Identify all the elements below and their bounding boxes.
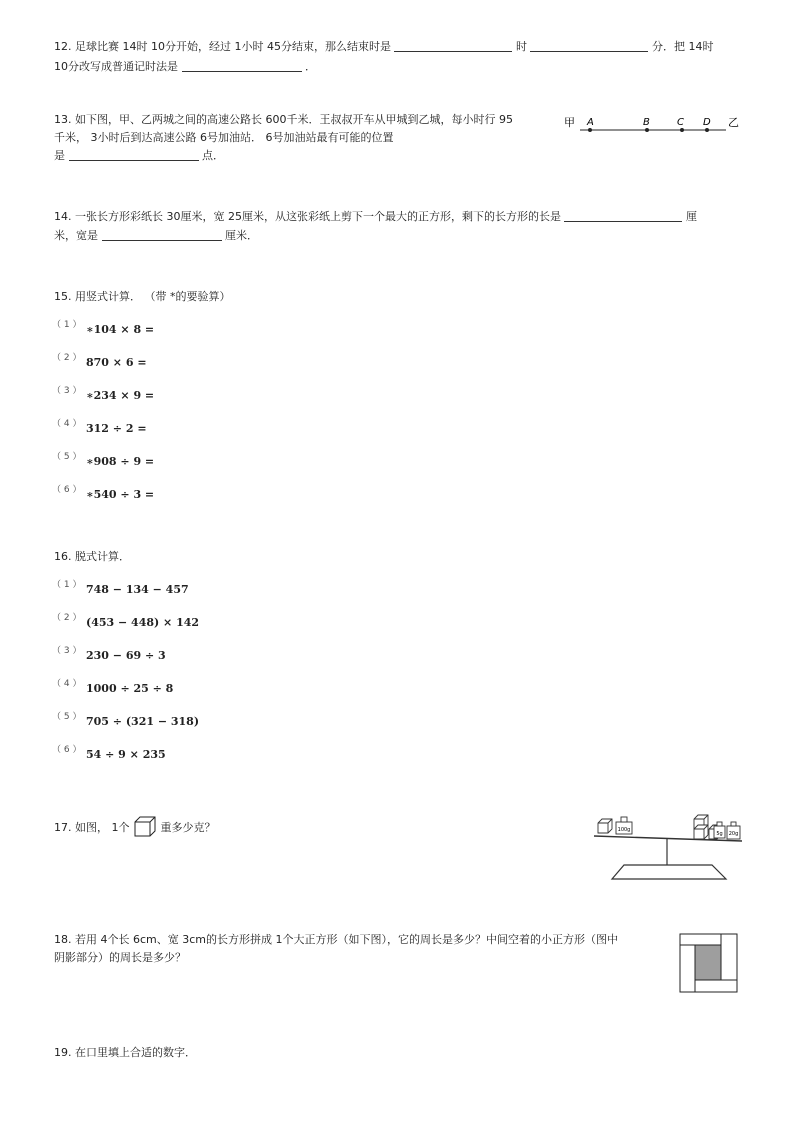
right-weight-label-2: 20g — [728, 831, 739, 837]
q13-text-a: 是 — [54, 149, 65, 162]
q12-blank-time[interactable] — [182, 61, 302, 72]
right-weight-icon-1 — [714, 822, 725, 838]
q15-item-2-expr: 870 × 6 = — [86, 356, 147, 369]
q15-item-4-num: （ 4 ） — [52, 419, 82, 429]
point-d-dot — [705, 128, 709, 132]
right-weight-icon-2 — [727, 822, 740, 839]
point-b-label: B — [643, 117, 650, 128]
q16-item-4-num: （ 4 ） — [52, 679, 82, 689]
q16-item-2-expr: (453 − 448) × 142 — [86, 616, 200, 629]
left-weight-label: 100g — [617, 827, 631, 833]
q16-item-6-expr: 54 ÷ 9 × 235 — [86, 748, 166, 761]
q12-text-d: 10分改写成普通记时法是 — [54, 60, 178, 73]
q17-question — [54, 815, 216, 837]
q16-item-5-expr: 705 ÷ (321 − 318) — [86, 715, 200, 728]
point-b-dot — [645, 128, 649, 132]
q16-item-1-num: （ 1 ） — [52, 580, 82, 590]
q14-text-b: 厘 — [685, 210, 697, 223]
q12-blank-hour[interactable] — [394, 41, 512, 52]
q15-item-2-num: （ 2 ） — [52, 353, 82, 363]
q15-item-5-num: （ 5 ） — [52, 452, 82, 462]
q15-item-1-expr: ∗104 × 8 = — [86, 323, 155, 336]
right-cube-icon-2 — [694, 825, 708, 839]
point-c-label: C — [677, 117, 684, 128]
point-a-label: A — [587, 117, 594, 128]
left-weight-icon — [616, 817, 632, 834]
q12-text-b: 时 — [515, 40, 527, 53]
point-d-label: D — [703, 117, 711, 128]
q14-text-d: 厘米． — [225, 229, 258, 242]
q13-road-diagram — [562, 110, 742, 140]
q14-blank-width[interactable] — [102, 230, 222, 241]
q17-text-b: 重多少克？ — [160, 821, 216, 834]
q12-text-c: 分．把 14时 — [651, 40, 714, 53]
q16-item-6-num: （ 6 ） — [52, 745, 82, 755]
q15-item-3-num: （ 3 ） — [52, 386, 82, 396]
q14-line1 — [54, 210, 697, 224]
point-a-dot — [588, 128, 592, 132]
q13-text-b: 点． — [202, 149, 224, 162]
q13-line2: 千米， 3小时后到达高速公路 6号加油站． 6号加油站最有可能的位置 — [54, 131, 394, 144]
left-cube-icon — [598, 819, 612, 833]
q14-line2 — [54, 229, 258, 243]
q16-item-3-expr: 230 − 69 ÷ 3 — [86, 649, 166, 662]
q15-item-6-num: （ 6 ） — [52, 485, 82, 495]
q16-item-3-num: （ 3 ） — [52, 646, 82, 656]
q14-text-c: 米，宽是 — [54, 229, 98, 242]
q13-line3 — [54, 149, 224, 163]
q19-title: 19. 在口里填上合适的数字． — [54, 1046, 196, 1059]
q15-item-4-expr: 312 ÷ 2 = — [86, 422, 147, 435]
q15-item-3-expr: ∗234 × 9 = — [86, 389, 155, 402]
q14-blank-length[interactable] — [564, 211, 682, 222]
q16-item-1-expr: 748 − 134 − 457 — [86, 583, 189, 596]
shaded-small-square — [695, 945, 721, 980]
q12-blank-minute[interactable] — [530, 41, 648, 52]
q18-line1: 18. 若用 4个长 6cm、宽 3cm的长方形拼成 1个大正方形（如下图），它的周长是多少？中间空着的小正方形（图中 — [54, 933, 618, 946]
square-rectangles-figure — [679, 933, 739, 995]
right-weight-label-1: 5g — [716, 831, 723, 837]
q15-item-1-num: （ 1 ） — [52, 320, 82, 330]
q13-line1: 13. 如下图，甲、乙两城之间的高速公路长 600千米．王叔叔开车从甲城到乙城，每小时行 95 — [54, 113, 513, 126]
q16-item-5-num: （ 5 ） — [52, 712, 82, 722]
q14-text-a: 14. 一张长方形彩纸长 30厘米，宽 25厘米，从这张彩纸上剪下一个最大的正方形，剩下的长方形的长是 — [54, 210, 561, 223]
q16-item-2-num: （ 2 ） — [52, 613, 82, 623]
q13-blank-point[interactable] — [69, 150, 199, 161]
q16-item-4-expr: 1000 ÷ 25 ÷ 8 — [86, 682, 174, 695]
q15-item-6-expr: ∗540 ÷ 3 = — [86, 488, 155, 501]
q18-line2: 阴影部分）的周长是多少？ — [54, 951, 186, 964]
cube-icon — [133, 815, 157, 837]
point-c-dot — [680, 128, 684, 132]
q15-title: 15. 用竖式计算． （带 *的要验算） — [54, 290, 231, 303]
q12-text-a: 12. 足球比赛 14时 10分开始，经过 1小时 45分结束，那么结束时是 — [54, 40, 391, 53]
balance-scale — [590, 805, 750, 885]
q15-item-5-expr: ∗908 ÷ 9 = — [86, 455, 155, 468]
q12-line2 — [54, 60, 316, 74]
city-yi-label: 乙 — [728, 116, 739, 129]
q12-line1 — [54, 40, 713, 54]
city-jia-label: 甲 — [564, 116, 575, 129]
q16-title: 16. 脱式计算． — [54, 550, 130, 563]
q12-text-e: ． — [305, 60, 316, 73]
scale-base — [612, 865, 726, 879]
q17-text-a: 17. 如图， 1个 — [54, 821, 130, 834]
